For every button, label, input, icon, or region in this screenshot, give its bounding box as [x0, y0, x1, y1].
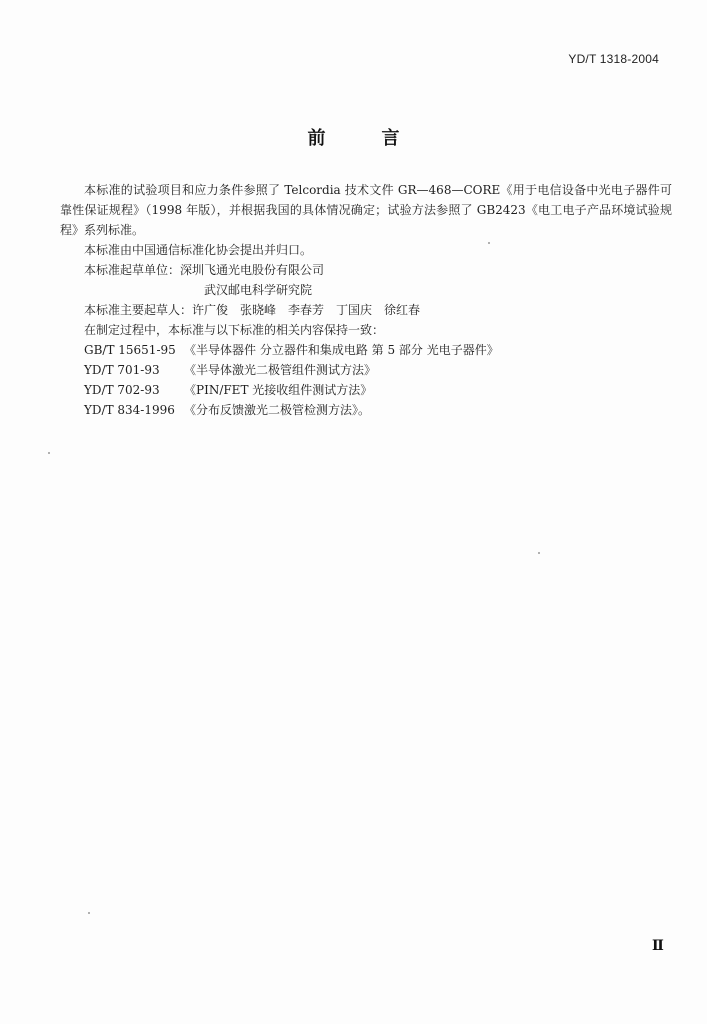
reference-code: YD/T 702-93 [84, 383, 160, 397]
drafting-units-line [60, 260, 672, 280]
intro-paragraph: 本标准的试验项目和应力条件参照了 Telcordia 技术文件 GR—468—CORE《用于电信设备中光电子器件可靠性保证规程》（1998 年版），并根据我国的具体情况确定；试验方法参照了 GB2423《电工电子产品环境试验规程》系列标准。 [60, 183, 672, 237]
reference-code: YD/T 834-1996 [84, 403, 175, 417]
reference-item [60, 360, 672, 380]
drafting-unit-2-line [60, 280, 672, 300]
drafting-units-label: 本标准起草单位： [84, 263, 181, 277]
scan-speck [88, 912, 90, 914]
reference-list [60, 340, 672, 420]
preface-body [60, 180, 672, 420]
drafters-line [60, 300, 672, 320]
proposer-paragraph: 本标准由中国通信标准化协会提出并归口。 [84, 243, 313, 257]
page-title: 前言 [307, 128, 456, 149]
scan-speck [48, 452, 50, 454]
drafting-unit-1: 深圳飞通光电股份有限公司 [180, 263, 325, 277]
scan-speck [538, 552, 540, 554]
reference-title: 《分布反馈激光二极管检测方法》。 [184, 403, 371, 417]
drafters-names: 许广俊 张晓峰 李春芳 丁国庆 徐红春 [192, 303, 421, 317]
document-number: YD/T 1318-2004 [568, 52, 659, 66]
page-number: Ⅱ [652, 938, 664, 954]
scan-speck [488, 242, 490, 244]
reference-item [60, 400, 672, 420]
consistency-paragraph: 在制定过程中，本标准与以下标准的相关内容保持一致： [84, 323, 385, 337]
drafting-unit-2: 武汉邮电科学研究院 [204, 283, 313, 297]
reference-title: 《半导体激光二极管组件测试方法》 [184, 363, 377, 377]
reference-item [60, 380, 672, 400]
drafters-label: 本标准主要起草人： [84, 303, 193, 317]
reference-code: YD/T 701-93 [84, 363, 160, 377]
reference-title: 《半导体器件 分立器件和集成电路 第 5 部分 光电子器件》 [184, 343, 499, 357]
reference-code: GB/T 15651-95 [84, 343, 176, 357]
reference-title: 《PIN/FET 光接收组件测试方法》 [184, 383, 373, 397]
reference-item [60, 340, 672, 360]
